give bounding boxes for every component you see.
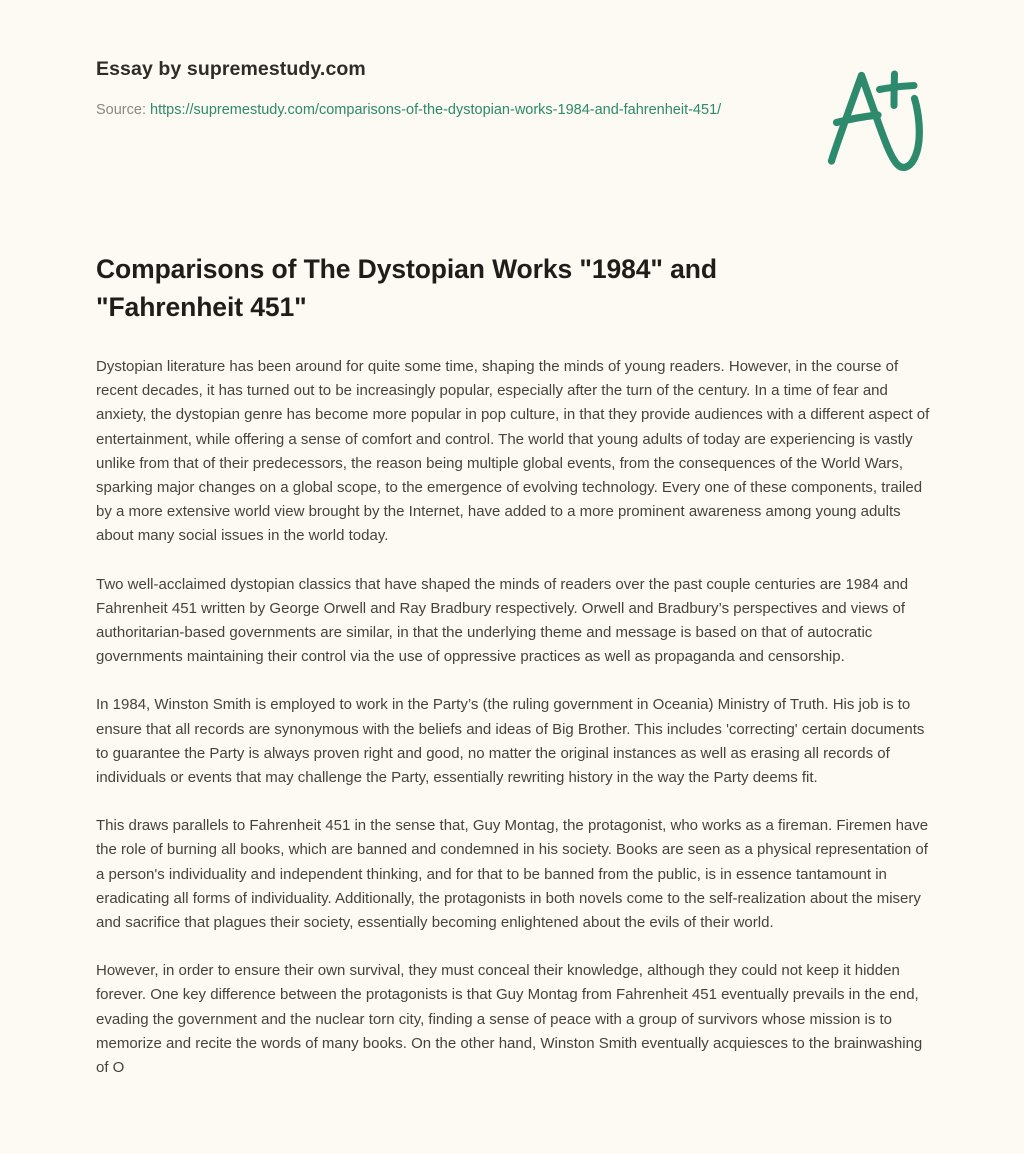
paragraph: This draws parallels to Fahrenheit 451 in the sense that, Guy Montag, the protagonist, who works as a fireman. Firemen have the role of burning all books, which are banned and condemned in his society. Books are seen as a physical representation of a person's individuality and independent thinking, and for that to be banned from the public, is in essence tantamount in eradicating all forms of individuality. Additionally, the protagonists in both novels come to the self-realization about the misery and sacrifice that plagues their society, essentially becoming enlightened about the evils of their world. bbox=[96, 817, 929, 932]
source-line bbox=[96, 98, 741, 122]
source-url-link[interactable]: https://supremestudy.com/comparisons-of-the-dystopian-works-1984-and-fahrenheit-451/ bbox=[150, 102, 722, 118]
document-header bbox=[96, 56, 796, 122]
paragraph: Dystopian literature has been around for quite some time, shaping the minds of young readers. However, in the course of recent decades, it has turned out to be increasingly popular, especially after the turn of the century. In a time of fear and anxiety, the dystopian genre has become more popular in pop culture, in that they provide audiences with a different aspect of entertainment, while offering a sense of comfort and control. The world that young adults of today are experiencing is vastly unlike from that of their predecessors, the reason being multiple global events, from the consequences of the World Wars, sparking major changes on a global scope, to the emergence of evolving technology. Every one of these components, trailed by a more extensive world view brought by the Internet, have added to a more prominent awareness among young adults about many social issues in the world today. bbox=[96, 358, 930, 545]
page-title: Comparisons of The Dystopian Works "1984" and "Fahrenheit 451" bbox=[96, 254, 717, 322]
article-body bbox=[96, 355, 932, 1080]
paragraph: Two well-acclaimed dystopian classics that have shaped the minds of readers over the past couple centuries are 1984 and Fahrenheit 451 written by George Orwell and Ray Bradbury respectively. Orwell and Bradbury’s perspectives and views of authoritarian-based governments are similar, in that the underlying theme and message is based on that of autocratic governments maintaining their control via the use of oppressive practices as well as propaganda and censorship. bbox=[96, 575, 909, 666]
source-label: Source: bbox=[96, 102, 146, 118]
paragraph: However, in order to ensure their own survival, they must conceal their knowledge, although they could not keep it hidden forever. One key difference between the protagonists is that Guy Montag from Fahrenheit 451 eventually prevails in the end, evading the government and the nuclear torn city, finding a sense of peace with a group of survivors whose mission is to memorize and recite the words of many books. On the other hand, Winston Smith eventually acquiesces to the brainwashing of O bbox=[96, 962, 923, 1077]
a-plus-logo-icon bbox=[818, 62, 938, 177]
byline: Essay by supremestudy.com bbox=[96, 58, 366, 80]
paragraph: In 1984, Winston Smith is employed to work in the Party’s (the ruling government in Oceania) Ministry of Truth. His job is to ensure that all records are synonymous with the beliefs and ideas of Big Brother. This includes 'correcting' certain documents to guarantee the Party is always proven right and good, no matter the original instances as well as erasing all records of individuals or events that may challenge the Party, essentially rewriting history in the way the Party deems fit. bbox=[96, 696, 925, 787]
